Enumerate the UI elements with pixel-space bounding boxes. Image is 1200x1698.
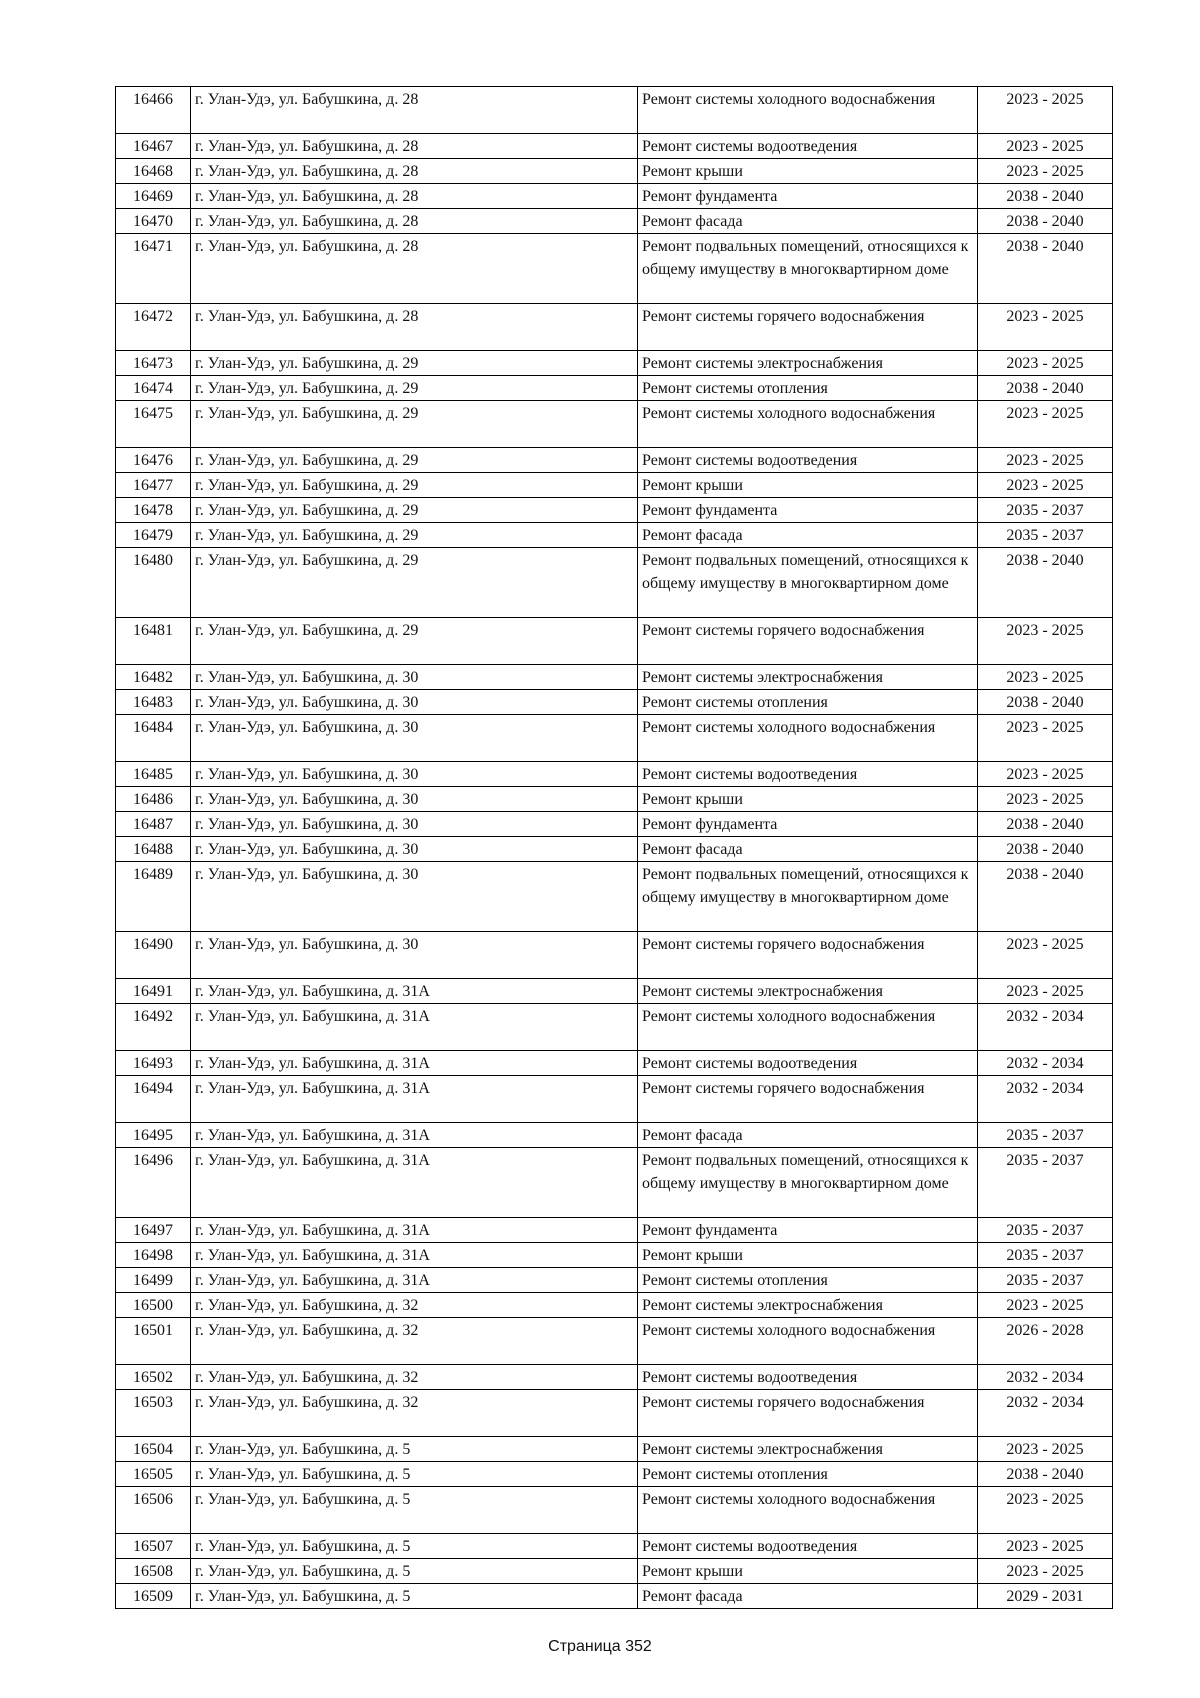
row-number: 16489 [116,862,191,932]
row-period: 2023 - 2025 [978,159,1113,184]
row-period: 2023 - 2025 [978,762,1113,787]
row-number: 16472 [116,304,191,351]
table-row [116,1390,1113,1437]
row-number: 16490 [116,932,191,979]
row-number: 16474 [116,376,191,401]
row-number: 16503 [116,1390,191,1437]
row-period: 2038 - 2040 [978,862,1113,932]
row-address: г. Улан-Удэ, ул. Бабушкина, д. 28 [191,134,638,159]
table-row [116,1584,1113,1609]
row-address: г. Улан-Удэ, ул. Бабушкина, д. 31А [191,1004,638,1051]
table-row [116,523,1113,548]
table-row [116,979,1113,1004]
row-number: 16482 [116,665,191,690]
row-period: 2032 - 2034 [978,1051,1113,1076]
row-period: 2023 - 2025 [978,618,1113,665]
row-work-type: Ремонт системы холодного водоснабжения [638,1004,978,1051]
row-period: 2038 - 2040 [978,376,1113,401]
table-row [116,1293,1113,1318]
table-row [116,762,1113,787]
row-address: г. Улан-Удэ, ул. Бабушкина, д. 28 [191,234,638,304]
row-work-type: Ремонт системы водоотведения [638,1365,978,1390]
row-address: г. Улан-Удэ, ул. Бабушкина, д. 5 [191,1487,638,1534]
row-address: г. Улан-Удэ, ул. Бабушкина, д. 31А [191,1243,638,1268]
table-row [116,715,1113,762]
table-row [116,1462,1113,1487]
row-period: 2029 - 2031 [978,1584,1113,1609]
row-period: 2026 - 2028 [978,1318,1113,1365]
row-address: г. Улан-Удэ, ул. Бабушкина, д. 32 [191,1293,638,1318]
row-number: 16495 [116,1123,191,1148]
table-row [116,1437,1113,1462]
row-period: 2023 - 2025 [978,304,1113,351]
row-number: 16492 [116,1004,191,1051]
row-period: 2023 - 2025 [978,665,1113,690]
row-number: 16484 [116,715,191,762]
table-row [116,1534,1113,1559]
row-number: 16509 [116,1584,191,1609]
table-row [116,665,1113,690]
row-work-type: Ремонт крыши [638,1559,978,1584]
row-address: г. Улан-Удэ, ул. Бабушкина, д. 28 [191,304,638,351]
row-number: 16488 [116,837,191,862]
row-work-type: Ремонт крыши [638,787,978,812]
row-work-type: Ремонт фасада [638,1584,978,1609]
table-row [116,837,1113,862]
row-number: 16501 [116,1318,191,1365]
row-number: 16507 [116,1534,191,1559]
row-number: 16505 [116,1462,191,1487]
table-row [116,787,1113,812]
row-number: 16494 [116,1076,191,1123]
row-address: г. Улан-Удэ, ул. Бабушкина, д. 29 [191,523,638,548]
row-number: 16498 [116,1243,191,1268]
table-row [116,1268,1113,1293]
row-work-type: Ремонт системы водоотведения [638,448,978,473]
row-period: 2023 - 2025 [978,87,1113,134]
row-address: г. Улан-Удэ, ул. Бабушкина, д. 30 [191,715,638,762]
table-row [116,1559,1113,1584]
table-row [116,473,1113,498]
row-period: 2035 - 2037 [978,1123,1113,1148]
row-period: 2032 - 2034 [978,1076,1113,1123]
row-period: 2032 - 2034 [978,1004,1113,1051]
table-row [116,812,1113,837]
row-period: 2035 - 2037 [978,498,1113,523]
row-address: г. Улан-Удэ, ул. Бабушкина, д. 29 [191,448,638,473]
row-address: г. Улан-Удэ, ул. Бабушкина, д. 28 [191,159,638,184]
row-work-type: Ремонт системы отопления [638,376,978,401]
row-work-type: Ремонт подвальных помещений, относящихся к общему имуществу в многоквартирном доме [638,1148,978,1218]
row-address: г. Улан-Удэ, ул. Бабушкина, д. 30 [191,762,638,787]
row-number: 16473 [116,351,191,376]
row-period: 2038 - 2040 [978,690,1113,715]
table-body [116,87,1113,1609]
row-work-type: Ремонт системы отопления [638,690,978,715]
row-work-type: Ремонт системы холодного водоснабжения [638,1487,978,1534]
row-address: г. Улан-Удэ, ул. Бабушкина, д. 32 [191,1390,638,1437]
table-row [116,1218,1113,1243]
page-number: Страница 352 [548,1638,652,1655]
row-number: 16483 [116,690,191,715]
row-period: 2038 - 2040 [978,837,1113,862]
row-address: г. Улан-Удэ, ул. Бабушкина, д. 5 [191,1534,638,1559]
table-row [116,234,1113,304]
table-row [116,304,1113,351]
row-period: 2023 - 2025 [978,473,1113,498]
row-number: 16491 [116,979,191,1004]
row-period: 2023 - 2025 [978,1437,1113,1462]
row-address: г. Улан-Удэ, ул. Бабушкина, д. 5 [191,1437,638,1462]
row-address: г. Улан-Удэ, ул. Бабушкина, д. 29 [191,618,638,665]
table-row [116,401,1113,448]
row-number: 16475 [116,401,191,448]
row-address: г. Улан-Удэ, ул. Бабушкина, д. 29 [191,498,638,523]
row-period: 2038 - 2040 [978,548,1113,618]
table-row [116,690,1113,715]
row-work-type: Ремонт системы водоотведения [638,1534,978,1559]
row-work-type: Ремонт фундамента [638,498,978,523]
table-row [116,1051,1113,1076]
row-period: 2035 - 2037 [978,1268,1113,1293]
row-period: 2035 - 2037 [978,1218,1113,1243]
row-address: г. Улан-Удэ, ул. Бабушкина, д. 5 [191,1462,638,1487]
row-work-type: Ремонт крыши [638,159,978,184]
row-address: г. Улан-Удэ, ул. Бабушкина, д. 30 [191,837,638,862]
table-row [116,1148,1113,1218]
row-address: г. Улан-Удэ, ул. Бабушкина, д. 30 [191,862,638,932]
row-address: г. Улан-Удэ, ул. Бабушкина, д. 5 [191,1584,638,1609]
row-period: 2023 - 2025 [978,715,1113,762]
table-row [116,134,1113,159]
row-address: г. Улан-Удэ, ул. Бабушкина, д. 30 [191,812,638,837]
row-number: 16497 [116,1218,191,1243]
row-address: г. Улан-Удэ, ул. Бабушкина, д. 5 [191,1559,638,1584]
row-address: г. Улан-Удэ, ул. Бабушкина, д. 29 [191,401,638,448]
row-work-type: Ремонт системы холодного водоснабжения [638,87,978,134]
row-address: г. Улан-Удэ, ул. Бабушкина, д. 31А [191,1076,638,1123]
row-address: г. Улан-Удэ, ул. Бабушкина, д. 32 [191,1365,638,1390]
row-number: 16467 [116,134,191,159]
row-period: 2035 - 2037 [978,1243,1113,1268]
row-number: 16500 [116,1293,191,1318]
row-number: 16480 [116,548,191,618]
row-address: г. Улан-Удэ, ул. Бабушкина, д. 32 [191,1318,638,1365]
row-number: 16487 [116,812,191,837]
row-number: 16468 [116,159,191,184]
table-row [116,1076,1113,1123]
row-number: 16496 [116,1148,191,1218]
row-work-type: Ремонт системы электроснабжения [638,979,978,1004]
row-number: 16485 [116,762,191,787]
row-number: 16481 [116,618,191,665]
row-work-type: Ремонт крыши [638,1243,978,1268]
table-row [116,1243,1113,1268]
row-address: г. Улан-Удэ, ул. Бабушкина, д. 31А [191,1148,638,1218]
row-address: г. Улан-Удэ, ул. Бабушкина, д. 28 [191,87,638,134]
row-work-type: Ремонт фасада [638,523,978,548]
row-period: 2038 - 2040 [978,184,1113,209]
row-period: 2035 - 2037 [978,1148,1113,1218]
row-work-type: Ремонт фундамента [638,812,978,837]
row-address: г. Улан-Удэ, ул. Бабушкина, д. 30 [191,787,638,812]
row-work-type: Ремонт системы холодного водоснабжения [638,1318,978,1365]
row-period: 2023 - 2025 [978,1534,1113,1559]
row-address: г. Улан-Удэ, ул. Бабушкина, д. 29 [191,376,638,401]
row-period: 2023 - 2025 [978,401,1113,448]
row-number: 16478 [116,498,191,523]
table-row [116,184,1113,209]
table-row [116,548,1113,618]
row-period: 2023 - 2025 [978,787,1113,812]
row-period: 2023 - 2025 [978,448,1113,473]
row-number: 16470 [116,209,191,234]
table-row [116,1487,1113,1534]
row-work-type: Ремонт системы отопления [638,1268,978,1293]
table-row [116,1123,1113,1148]
row-work-type: Ремонт системы горячего водоснабжения [638,618,978,665]
table-row [116,159,1113,184]
table-row [116,618,1113,665]
row-work-type: Ремонт фасада [638,1123,978,1148]
table-row [116,932,1113,979]
row-work-type: Ремонт фасада [638,837,978,862]
row-number: 16493 [116,1051,191,1076]
table-row [116,498,1113,523]
row-work-type: Ремонт системы холодного водоснабжения [638,715,978,762]
row-work-type: Ремонт подвальных помещений, относящихся к общему имуществу в многоквартирном доме [638,548,978,618]
row-work-type: Ремонт системы электроснабжения [638,1293,978,1318]
row-number: 16469 [116,184,191,209]
row-number: 16477 [116,473,191,498]
row-work-type: Ремонт системы горячего водоснабжения [638,304,978,351]
row-number: 16508 [116,1559,191,1584]
row-work-type: Ремонт системы электроснабжения [638,351,978,376]
row-number: 16486 [116,787,191,812]
row-period: 2023 - 2025 [978,1559,1113,1584]
row-period: 2023 - 2025 [978,351,1113,376]
row-address: г. Улан-Удэ, ул. Бабушкина, д. 30 [191,690,638,715]
row-work-type: Ремонт системы горячего водоснабжения [638,1390,978,1437]
row-number: 16502 [116,1365,191,1390]
row-period: 2038 - 2040 [978,812,1113,837]
row-period: 2023 - 2025 [978,932,1113,979]
row-address: г. Улан-Удэ, ул. Бабушкина, д. 30 [191,932,638,979]
row-address: г. Улан-Удэ, ул. Бабушкина, д. 28 [191,209,638,234]
row-work-type: Ремонт подвальных помещений, относящихся к общему имуществу в многоквартирном доме [638,862,978,932]
row-period: 2032 - 2034 [978,1390,1113,1437]
table-row [116,87,1113,134]
row-address: г. Улан-Удэ, ул. Бабушкина, д. 29 [191,548,638,618]
row-work-type: Ремонт системы отопления [638,1462,978,1487]
row-number: 16466 [116,87,191,134]
row-period: 2035 - 2037 [978,523,1113,548]
row-work-type: Ремонт системы электроснабжения [638,665,978,690]
row-address: г. Улан-Удэ, ул. Бабушкина, д. 31А [191,979,638,1004]
table-row [116,448,1113,473]
row-address: г. Улан-Удэ, ул. Бабушкина, д. 31А [191,1268,638,1293]
row-work-type: Ремонт системы водоотведения [638,134,978,159]
table-row [116,1318,1113,1365]
row-address: г. Улан-Удэ, ул. Бабушкина, д. 28 [191,184,638,209]
row-address: г. Улан-Удэ, ул. Бабушкина, д. 31А [191,1218,638,1243]
row-work-type: Ремонт системы холодного водоснабжения [638,401,978,448]
row-period: 2023 - 2025 [978,979,1113,1004]
row-number: 16499 [116,1268,191,1293]
row-work-type: Ремонт фундамента [638,1218,978,1243]
row-number: 16476 [116,448,191,473]
row-address: г. Улан-Удэ, ул. Бабушкина, д. 29 [191,473,638,498]
row-period: 2023 - 2025 [978,134,1113,159]
row-period: 2023 - 2025 [978,1487,1113,1534]
row-period: 2038 - 2040 [978,209,1113,234]
row-address: г. Улан-Удэ, ул. Бабушкина, д. 31А [191,1051,638,1076]
row-work-type: Ремонт системы горячего водоснабжения [638,932,978,979]
row-period: 2023 - 2025 [978,1293,1113,1318]
table-row [116,1004,1113,1051]
row-work-type: Ремонт фасада [638,209,978,234]
row-address: г. Улан-Удэ, ул. Бабушкина, д. 29 [191,351,638,376]
row-work-type: Ремонт фундамента [638,184,978,209]
row-work-type: Ремонт системы горячего водоснабжения [638,1076,978,1123]
table-row [116,351,1113,376]
row-period: 2032 - 2034 [978,1365,1113,1390]
row-period: 2038 - 2040 [978,1462,1113,1487]
row-number: 16471 [116,234,191,304]
table-row [116,862,1113,932]
table-row [116,376,1113,401]
row-work-type: Ремонт системы электроснабжения [638,1437,978,1462]
row-work-type: Ремонт системы водоотведения [638,1051,978,1076]
row-address: г. Улан-Удэ, ул. Бабушкина, д. 31А [191,1123,638,1148]
row-number: 16504 [116,1437,191,1462]
row-period: 2038 - 2040 [978,234,1113,304]
table-row [116,1365,1113,1390]
row-address: г. Улан-Удэ, ул. Бабушкина, д. 30 [191,665,638,690]
row-number: 16479 [116,523,191,548]
row-work-type: Ремонт крыши [638,473,978,498]
table-row [116,209,1113,234]
row-work-type: Ремонт системы водоотведения [638,762,978,787]
row-work-type: Ремонт подвальных помещений, относящихся к общему имуществу в многоквартирном доме [638,234,978,304]
repair-schedule-table [115,86,1113,1609]
row-number: 16506 [116,1487,191,1534]
